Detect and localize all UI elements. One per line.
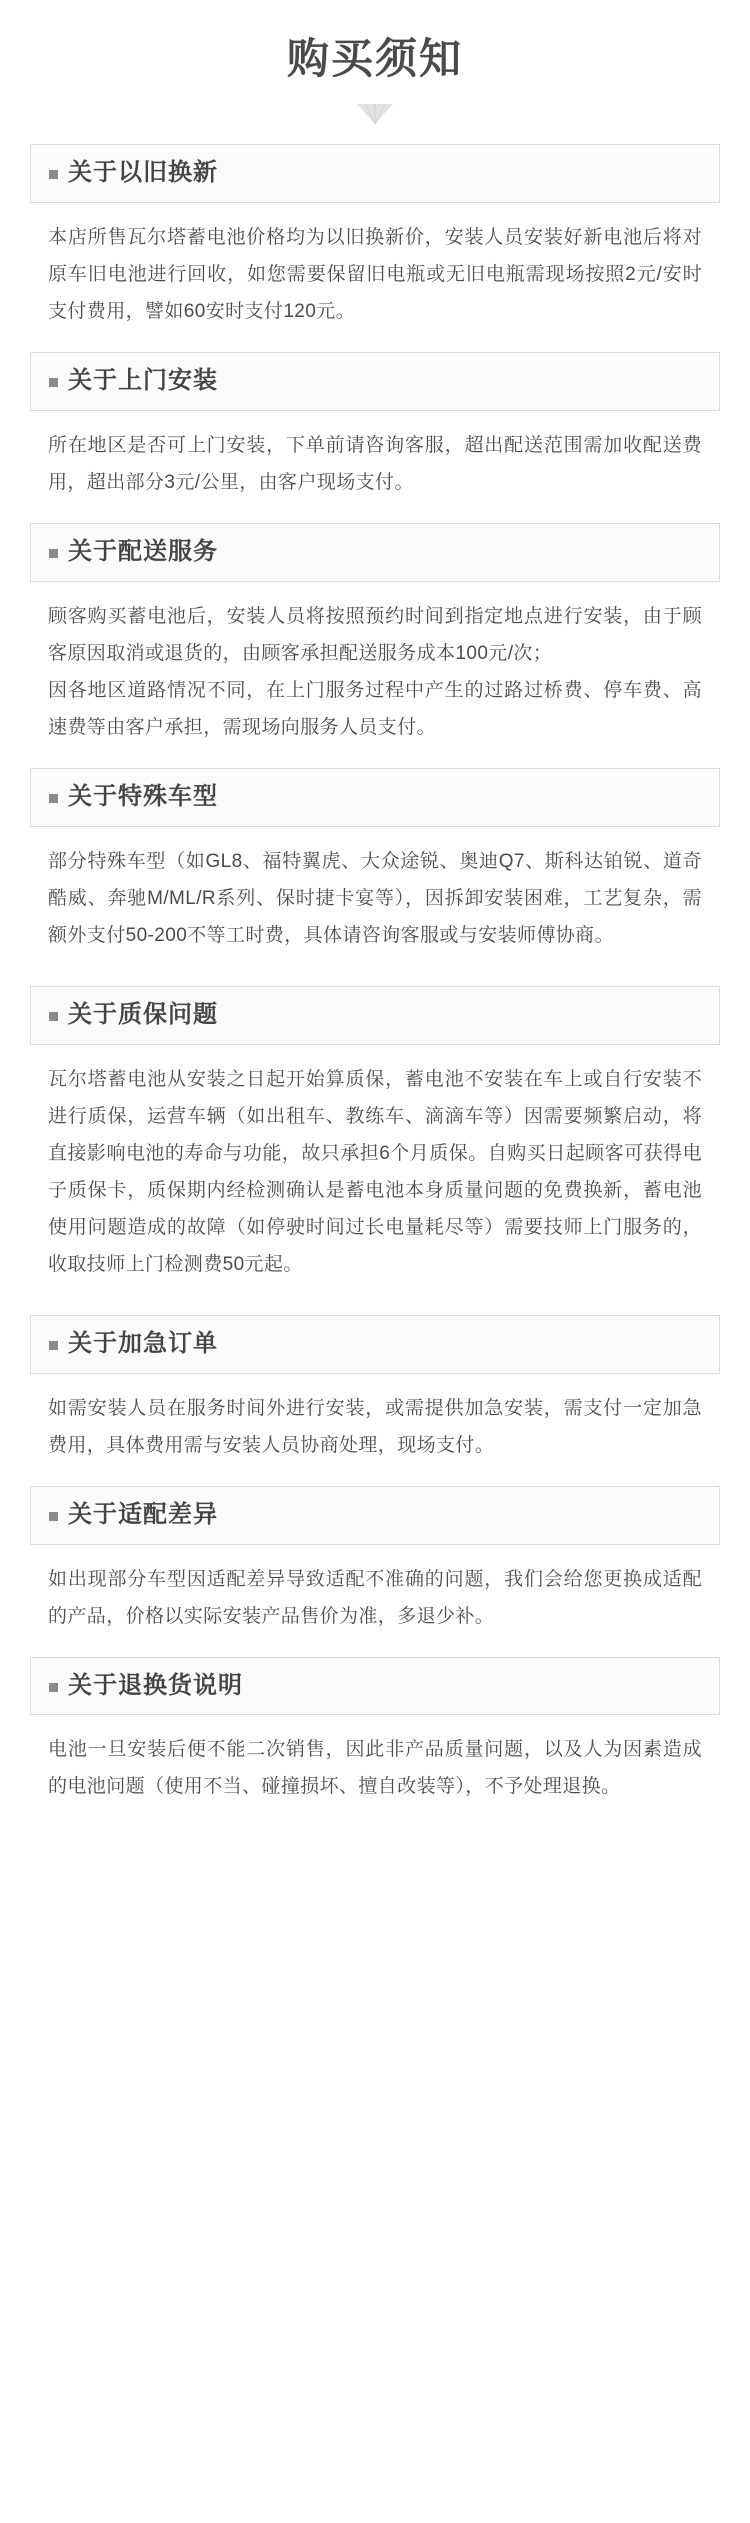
section-header: [30, 352, 720, 411]
section-return-exchange: [30, 1657, 720, 1812]
sections-container: [0, 144, 750, 1812]
square-bullet-icon: [49, 170, 58, 179]
square-bullet-icon: [49, 1512, 58, 1521]
section-paragraph: 因各地区道路情况不同，在上门服务过程中产生的过路过桥费、停车费、高速费等由客户承担，需现场向服务人员支付。: [48, 679, 702, 738]
section-title: 关于加急订单: [68, 1329, 218, 1357]
section-paragraph: 如出现部分车型因适配差异导致适配不准确的问题，我们会给您更换成适配的产品，价格以实际安装产品售价为准，多退少补。: [48, 1568, 702, 1627]
section-body: [30, 827, 720, 960]
section-paragraph: 部分特殊车型（如GL8、福特翼虎、大众途锐、奥迪Q7、斯科达铂锐、道奇酷威、奔驰M/ML/R系列、保时捷卡宴等），因拆卸安装困难，工艺复杂，需额外支付50-200不等工时费，具体请咨询客服或与安装师傅协商。: [48, 850, 702, 946]
section-header: [30, 1486, 720, 1545]
section-fitment-difference: [30, 1486, 720, 1641]
section-title: 关于适配差异: [68, 1500, 218, 1528]
section-paragraph: 本店所售瓦尔塔蓄电池价格均为以旧换新价，安装人员安装好新电池后将对原车旧电池进行回收，如您需要保留旧电瓶或无旧电瓶需现场按照2元/安时支付费用，譬如60安时支付120元。: [48, 226, 702, 322]
section-body: [30, 411, 720, 507]
section-header: [30, 523, 720, 582]
section-body: [30, 1045, 720, 1289]
section-rush-order: [30, 1315, 720, 1470]
section-header: [30, 768, 720, 827]
section-door-to-door-installation: [30, 352, 720, 507]
square-bullet-icon: [49, 1012, 58, 1021]
square-bullet-icon: [49, 794, 58, 803]
section-special-vehicle-models: [30, 768, 720, 960]
square-bullet-icon: [49, 1341, 58, 1350]
section-header: [30, 1315, 720, 1374]
section-body: [30, 203, 720, 336]
square-bullet-icon: [49, 378, 58, 387]
page-title: 购买须知: [286, 35, 463, 82]
section-title: 关于上门安装: [68, 366, 218, 394]
section-title: 关于退换货说明: [68, 1671, 243, 1699]
section-body: [30, 1545, 720, 1641]
section-paragraph: 电池一旦安装后便不能二次销售，因此非产品质量问题，以及人为因素造成的电池问题（使用不当、碰撞损坏、擅自改装等），不予处理退换。: [48, 1739, 702, 1798]
section-header: [30, 1657, 720, 1716]
section-paragraph: 如需安装人员在服务时间外进行安装，或需提供加急安装，需支付一定加急费用，具体费用需与安装人员协商处理，现场支付。: [48, 1397, 702, 1456]
section-body: [30, 1715, 720, 1811]
section-body: [30, 1374, 720, 1470]
section-title: 关于以旧换新: [68, 159, 218, 186]
fan-ornament-icon: [355, 102, 395, 126]
section-paragraph: 所在地区是否可上门安装，下单前请咨询客服，超出配送范围需加收配送费用，超出部分3元/公里，由客户现场支付。: [48, 434, 702, 493]
section-warranty: [30, 986, 720, 1289]
section-title: 关于配送服务: [68, 537, 218, 565]
section-delivery-service: [30, 523, 720, 752]
square-bullet-icon: [49, 549, 58, 558]
section-title: 关于质保问题: [68, 1000, 218, 1028]
section-title: 关于特殊车型: [68, 782, 218, 810]
section-trade-in: [30, 144, 720, 336]
square-bullet-icon: [49, 1683, 58, 1692]
section-paragraph: 瓦尔塔蓄电池从安装之日起开始算质保，蓄电池不安装在车上或自行安装不进行质保，运营车辆（如出租车、教练车、滴滴车等）因需要频繁启动，将直接影响电池的寿命与功能，故只承担6个月质保。自购买日起顾客可获得电子质保卡，质保期内经检测确认是蓄电池本身质量问题的免费换新，蓄电池使用问题造成的故障（如停驶时间过长电量耗尽等）需要技师上门服务的，收取技师上门检测费50元起。: [48, 1068, 702, 1275]
section-body: [30, 582, 720, 752]
section-header: [30, 986, 720, 1045]
section-paragraph: 顾客购买蓄电池后，安装人员将按照预约时间到指定地点进行安装，由于顾客原因取消或退货的，由顾客承担配送服务成本100元/次；: [48, 605, 702, 664]
section-header: [30, 144, 720, 203]
